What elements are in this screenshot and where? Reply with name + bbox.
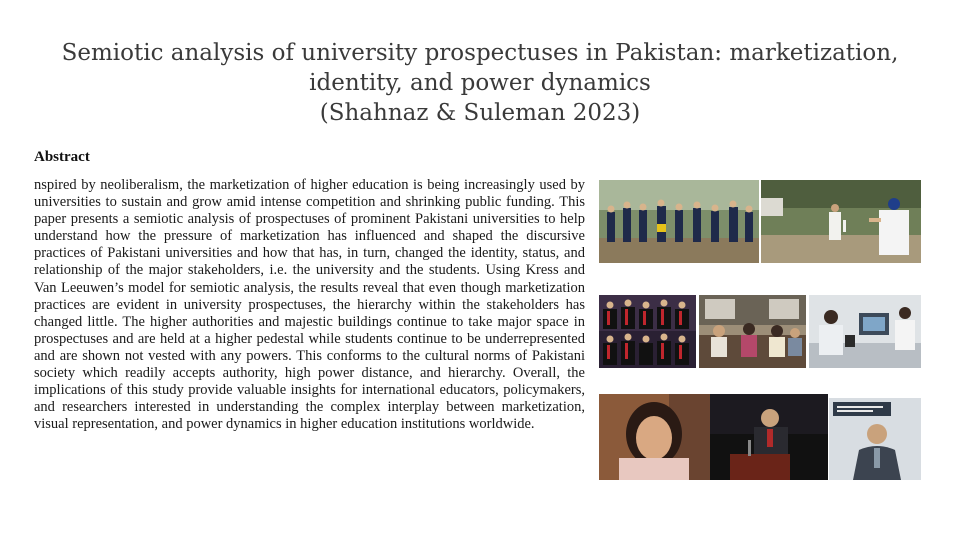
portrait-woman-photo [599, 394, 710, 480]
official-portrait-photo [829, 398, 921, 480]
abstract-heading: Abstract [34, 149, 90, 165]
students-group-photo [599, 180, 759, 263]
title-line-1: Semiotic analysis of university prospectuses in Pakistan: marketization, [61, 40, 899, 66]
title-line-3: (Shahnaz & Suleman 2023) [319, 100, 641, 126]
cricket-photo [761, 180, 921, 263]
laboratory-photo [809, 295, 921, 368]
speaker-podium-photo [710, 394, 828, 480]
graduates-photo [599, 295, 696, 368]
slide-title [20, 38, 940, 128]
title-line-2: identity, and power dynamics [309, 70, 651, 96]
classroom-photo [699, 295, 806, 368]
abstract-text: nspired by neoliberalism, the marketization of higher education is being increasingly used by universities to sustain and grow amid intense competition and shrinking public funding. This paper presents a semiotic analysis of prospectuses of prominent Pakistani universities to help understand how the pressure of marketization has influenced and shaped the discursive practices of Pakistani universities and how that has, in turn, changed the identity, status, and relationship of the major stakeholders, i.e. the university and the students. Using Kress and Van Leeuwen’s model for semiotic analysis, the results reveal that even though marketization practices are evident in university prospectuses, the hierarchy within the stakeholders has changed little. The higher authorities and majestic buildings continue to take major space in prospectuses and are held at a higher pedestal while students continue to be underrepresented and are shown not vested with any powers. This conforms to the cultural norms of Pakistani society which readily accepts authority, high power distance, and hierarchy. Overall, the implications of this study provide valuable insights for international educators, policymakers, and researchers interested in understanding the complex interplay between marketization, visual representation, and power dynamics in higher education institutions worldwide. [34, 177, 585, 433]
